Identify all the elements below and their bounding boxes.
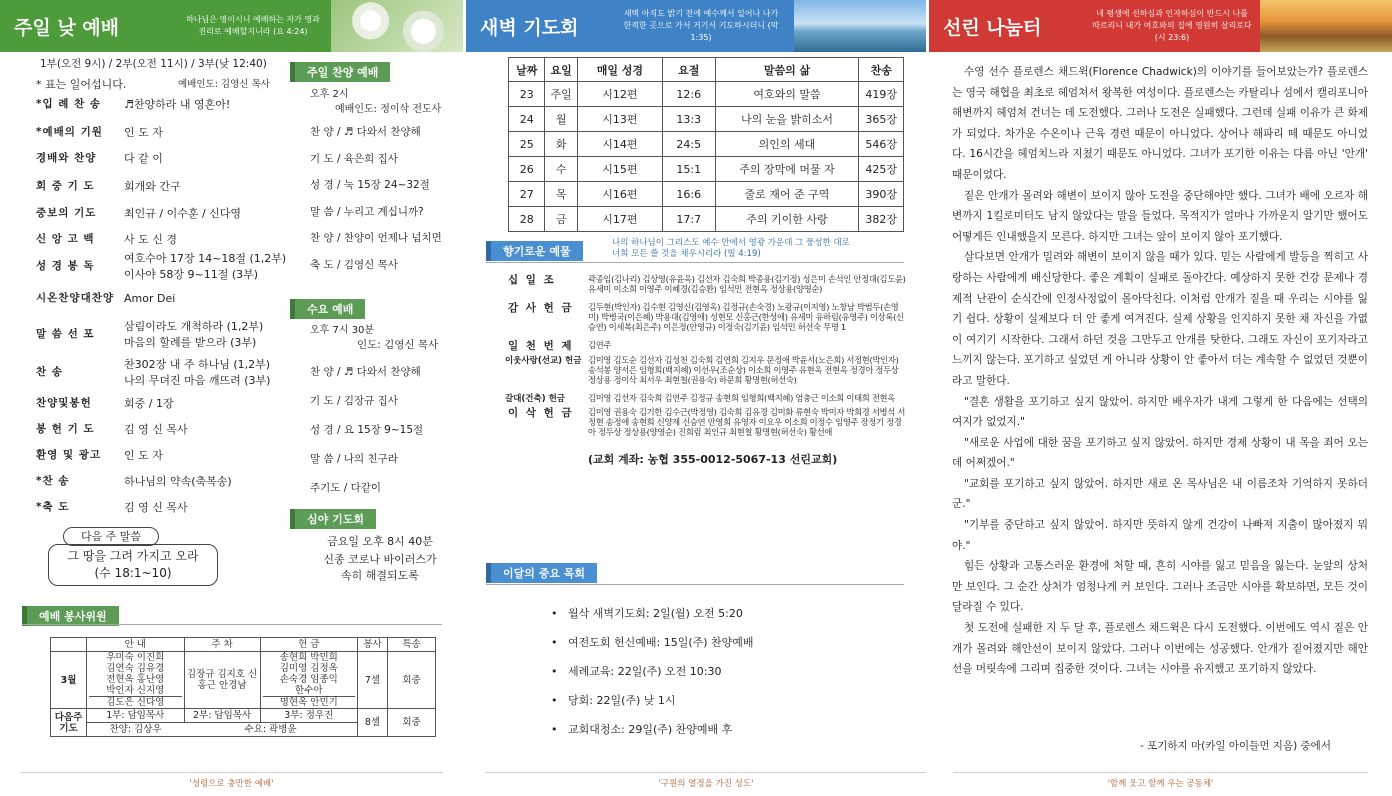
dawn-cell: 24 — [509, 107, 545, 132]
guide-cell — [87, 652, 185, 709]
sharing-banner-verse: 네 평생에 선하심과 인자하심이 반드시 나를 따르리니 내가 여호와의 집에 영원히 살리로다 (시 23:6) — [1092, 9, 1252, 42]
dawn-cell: 주의 장막에 머물 자 — [715, 157, 859, 182]
dawn-row — [509, 207, 904, 232]
order-value: Amor Dei — [124, 292, 176, 305]
article-paragraph: 짙은 안개가 몰려와 해변이 보이지 않아 도전을 중단해야만 했다. 그녀가 배에 오르자 해변까지 1킬로미터도 남지 않았다는 말을 들었다. 목적지가 얼마나 가까운지 알기만 했어도 어떻게든 인내했을지 모른다. 하지만 그녀는 앞이 보이지 않아 포기했다. — [952, 189, 1368, 243]
header-verse: 요절 — [662, 58, 715, 82]
dawn-cell: 24:5 — [662, 132, 715, 157]
dawn-cell: 546장 — [859, 132, 904, 157]
header-parking: 주 차 — [184, 638, 260, 652]
order-value: 삼림이라도 개척하라 (1,2부) — [124, 320, 264, 333]
dawn-row — [509, 82, 904, 107]
dawn-cell: 13:3 — [662, 107, 715, 132]
dawn-cell: 시16편 — [577, 182, 662, 207]
order-value: 여호수아 17장 14~18절 (1,2부) — [124, 252, 287, 265]
order-value: 다 같 이 — [124, 152, 163, 165]
dawn-cell: 419장 — [859, 82, 904, 107]
dawn-cell: 수 — [545, 157, 577, 182]
next-week-title: 그 땅을 그려 가지고 오라 — [67, 549, 199, 563]
special-cell: 회중 — [388, 652, 436, 709]
dawn-cell: 금 — [545, 207, 577, 232]
wednesday-time: 오후 7시 30분 — [310, 325, 375, 336]
order-value: 사 도 신 경 — [124, 233, 177, 246]
offering-names: 곽종임(김나리) 김상영(유윤옥) 김선자 김숙희 박종용(김기정) 성은미 손석인 안정대(김도윤) 유세미 이소희 이영주 이혜경(김승환) 임석민 전현옥 정상용(양영순) — [588, 274, 906, 295]
dawn-cell: 주의 기이한 사랑 — [715, 207, 859, 232]
order-value: 최인규 / 이수훈 / 신다영 — [124, 207, 242, 220]
article-paragraph: 살다보면 안개가 밀려와 해변이 보이지 않을 때가 있다. 믿는 사람에게 발등을 찍히고 사랑하는 사람에게 배신당한다. 좋은 계획이 실패로 돌아간다. 예상하지 못한 건강 문제나 경제적 난관이 순식간에 인정사정없이 몰아닥친다. 이처럼 안개가 짙을 때 우리는 시야를 잃기 쉽다. 상황이 실제보다 더 안 좋게 여겨진다. 실제 상황을 인지하지 못한 채 자신을 가엾이 여기기 시작한다. 그래서 하던 것을 그만두고 안개를 탓한다. 그래도 자신이 포기자라고 느끼지 않는다. 포기하고 싶었던 게 아니라 상황이 안 좋아서 더는 계속할 수 없었던 것뿐이라고 말한다. — [952, 251, 1368, 387]
order-value: 회개와 간구 — [124, 180, 181, 193]
praise-item: 찬 양 / ♬ 다와서 찬양해 — [310, 126, 421, 138]
monthly-notices-title: 이달의 중요 목회 — [486, 563, 597, 583]
dawn-cell: 23 — [509, 82, 545, 107]
sharing-banner — [929, 0, 1392, 52]
praise-item: 성 경 / 눅 15장 24~32절 — [310, 179, 430, 191]
service-volunteers-table — [50, 637, 436, 737]
dawn-row — [509, 132, 904, 157]
notice-bullet: • — [551, 723, 558, 736]
order-value: 회중 / 1장 — [124, 397, 174, 410]
service-times: 1부(오전 9시) / 2부(오전 11시) / 3부(낮 12:40) — [40, 58, 267, 70]
offering-names: 김미영 김선자 김숙희 김연주 김정규 송현희 임형희(백지혜) 엄충근 이소희 이태희 전현옥 — [588, 393, 895, 403]
article-paragraph: "결혼 생활을 포기하고 싶지 않았어. 하지만 배우자가 내게 그렇게 한 다음에는 선택의 여지가 없었지." — [952, 395, 1368, 429]
order-label: 환영 및 광고 — [36, 449, 102, 461]
order-label: 경배와 찬양 — [36, 152, 97, 164]
dawn-cell: 28 — [509, 207, 545, 232]
night-prayer-title: 심야 기도회 — [290, 509, 376, 529]
offering-line: 한수아 — [295, 685, 323, 696]
notice-bullet: • — [551, 694, 558, 707]
order-label: *찬 송 — [36, 475, 70, 487]
order-label: 시온찬양대찬양 — [36, 292, 115, 304]
wednesday-item: 기 도 / 김장규 집사 — [310, 395, 398, 407]
dawn-cell: 시13편 — [577, 107, 662, 132]
night-prayer-time: 금요일 오후 8시 40분 — [327, 535, 433, 548]
dawn-cell: 27 — [509, 182, 545, 207]
order-value: 인 도 자 — [124, 449, 163, 462]
dawn-cell: 16:6 — [662, 182, 715, 207]
order-value-2: 이사야 58장 9~11절 (3부) — [124, 268, 259, 281]
parking-cell: 김장규 김지호 신홍근 안경남 — [184, 652, 260, 709]
praise-time: 오후 2시 — [310, 89, 349, 100]
header-hymn: 찬송 — [859, 58, 904, 82]
offering-line: 손숙경 임종익 — [279, 674, 338, 685]
month-cell: 3월 — [51, 652, 87, 709]
night-prayer-purpose-2: 속히 해결되도록 — [341, 569, 419, 582]
dawn-cell: 425장 — [859, 157, 904, 182]
offering-verse: 나의 하나님이 그리스도 예수 안에서 영광 가운데 그 풍성한 대로 너희 모든 쓸 것을 채우시리라 (빌 4:19) — [612, 238, 850, 259]
offering-label: 감 사 헌 금 — [508, 302, 574, 314]
praise-leader: 예배인도: 정이삭 전도사 — [335, 104, 442, 115]
sharing-footer: '함께 웃고 함께 우는 공동체' — [953, 772, 1368, 789]
order-label: 봉 헌 기 도 — [36, 423, 95, 435]
dawn-banner — [466, 0, 926, 52]
order-value: 김 영 신 목사 — [124, 423, 188, 436]
order-value-2: 마음의 할례를 받으라 (3부) — [124, 336, 257, 349]
order-value: 인 도 자 — [124, 126, 163, 139]
offering-names: 김미영 김도순 김선자 김성천 김숙희 김연희 김지우 문정애 박윤서(노은희) 서정현(박인자) 송석봉 양서은 임형희(백지혜) 이선우(조순상) 이소희 이영주 유현옥 전현옥 정경아 정두상 정상용 정이삭 최서우 최현철(권용숙) 하문희 황명현(허선숙) — [588, 355, 899, 386]
praise-item: 말 씀 / 누리고 계십니까? — [310, 205, 424, 218]
next-prayer-2: 2부: 담임목사 — [184, 709, 260, 723]
church-account: (교회 계좌: 농협 355-0012-5067-13 선린교회) — [588, 453, 838, 466]
article-paragraph: 첫 도전에 실패한 지 두 달 후, 플로렌스 채드윅은 다시 도전했다. 이번에도 역시 짙은 안개가 몰려와 해안선이 보이지 않았다. 그러나 이번에는 성공했다. 안개가 짙어졌지만 해안선을 머릿속에 그리며 집중한 것이다. 그녀는 시야를 유지했고 포기하지 않았다. — [952, 622, 1368, 676]
notice-item: 세례교육: 22일(주) 오전 10:30 — [568, 665, 722, 678]
wednesday-service-title: 수요 예배 — [290, 299, 365, 319]
article-paragraph: "기부를 중단하고 싶지 않았어. 하지만 뜻하지 않게 건강이 나빠져 지출이 많아졌지 뭐야." — [952, 519, 1368, 552]
flower-image — [331, 0, 463, 52]
offering-names: 김연주 — [588, 340, 612, 350]
wednesday-item: 말 씀 / 나의 친구라 — [310, 453, 398, 465]
next-praise: 찬양: 김상우 — [87, 723, 185, 737]
order-label: *축 도 — [36, 501, 70, 513]
praise-item: 축 도 / 김영신 목사 — [310, 258, 398, 271]
dawn-prayer-table — [508, 57, 904, 232]
praise-service-title: 주일 찬양 예배 — [290, 62, 390, 82]
notice-item: 월삭 새벽기도회: 2일(월) 오전 5:20 — [568, 607, 743, 620]
wednesday-item: 주기도 / 다같이 — [310, 482, 382, 494]
field-image — [1260, 0, 1392, 52]
dawn-cell: 월 — [545, 107, 577, 132]
dawn-cell: 주일 — [545, 82, 577, 107]
notice-item: 교회대청소: 29일(주) 찬양예배 후 — [568, 723, 733, 736]
worship-leader: 예배인도: 김영신 목사 — [178, 79, 270, 90]
offering-line: 김미영 김정옥 — [279, 663, 338, 674]
order-value: 찬302장 내 주 하나님 (1,2부) — [124, 358, 271, 371]
sky-image — [794, 0, 926, 52]
dawn-row — [509, 107, 904, 132]
order-value: ♬찬양하라 내 영혼아! — [124, 98, 231, 111]
header-guide: 안 내 — [87, 638, 185, 652]
article-paragraph: 힘든 상황과 고통스러운 환경에 처할 때, 흔히 시야를 잃고 믿음을 잃는다. 눈앞의 상처만 보인다. 그 순간 상처가 엄청나게 커 보인다. 그러나 조금만 시야를 확보하면, 모든 것이 달라질 수 있다. — [952, 560, 1368, 614]
worship-banner — [0, 0, 463, 52]
order-label: *입 례 찬 송 — [36, 98, 102, 110]
standing-note: * 표는 일어섭니다. — [36, 78, 127, 91]
night-prayer-purpose-1: 신종 코로나 바이러스가 — [323, 553, 437, 566]
worship-banner-verse: 하나님은 영이시니 예배하는 자가 영과 진리로 예배할지니라 (요 4:24) — [186, 15, 320, 36]
worship-footer: '성령으로 충만한 예배' — [20, 772, 443, 789]
offering-names: 김미영 권용숙 김기한 김수근(박정영) 김숙희 김유경 김미화 류현숙 박미자 박희경 서병석 서정현 송정애 송현희 신양재 신승연 안영희 유영자 이요우 이소희 이정수 임영주 장정기 정경아 정두상 정상용(양영순) 진희림 최인규 최현철 황명현(허선숙) 황선애 — [588, 407, 906, 438]
dawn-row — [509, 182, 904, 207]
next-week-reference: (수 18:1~10) — [94, 566, 172, 580]
praise-item: 기 도 / 육은희 집사 — [310, 152, 398, 165]
dawn-cell: 나의 눈을 밝히소서 — [715, 107, 859, 132]
order-value: 하나님의 약속(축복송) — [124, 475, 232, 488]
offering-label: 갈대(건축) 헌금 — [505, 394, 565, 404]
order-label: 찬양및봉헌 — [36, 397, 92, 409]
next-wednesday: 수요: 곽병윤 — [184, 723, 357, 737]
article-paragraph: 수영 선수 플로렌스 채드윅(Florence Chadwick)의 이야기를 들어보았는가? 플로렌스는 영국 해협을 최초로 헤엄쳐서 왕복한 여성이다. 플로렌스는 카탈리나 섬에서 캘리포니아 해변까지 헤엄쳐 건너는 데 도전했다. 그러나 도전은 실패했다. 그런데 실패 이유가 큰 화제가 되었다. 차가운 수온이나 근육 경련 때문이 아니었다. 상어나 해파리 떼 때문도 아니었다. 16시간을 헤엄치느라 지쳤기 때문도 아니었다. 그녀가 포기한 이유는 다름 아닌 '안개' 때문이었다. — [952, 66, 1368, 181]
notice-bullet: • — [551, 665, 558, 678]
dawn-cell: 시14편 — [577, 132, 662, 157]
dawn-cell: 의인의 세대 — [715, 132, 859, 157]
volunteer-cell: 7셀 — [358, 652, 388, 709]
worship-banner-title: 주일 낮 예배 — [14, 16, 119, 39]
order-label: 말 씀 선 포 — [36, 328, 95, 340]
dawn-cell: 382장 — [859, 207, 904, 232]
dawn-cell: 시15편 — [577, 157, 662, 182]
header-day: 요일 — [545, 58, 577, 82]
offering-line: 명현옥 안민기 — [263, 696, 355, 708]
order-label: 성 경 봉 독 — [36, 260, 95, 272]
notice-item: 여전도회 헌신예배: 15일(주) 찬양예배 — [568, 636, 754, 649]
dawn-cell: 여호와의 말씀 — [715, 82, 859, 107]
order-label: 회 중 기 도 — [36, 180, 95, 192]
dawn-cell: 26 — [509, 157, 545, 182]
worship-panel — [0, 0, 463, 796]
notice-item: 당회: 22일(주) 낮 1시 — [568, 694, 676, 707]
order-label: *예배의 기원 — [36, 126, 103, 138]
notice-bullet: • — [551, 607, 558, 620]
article-paragraph: "새로운 사업에 대한 꿈을 포기하고 싶지 않았어. 하지만 경제 상황이 내 목을 죄어 오는데 어쩌겠어." — [952, 436, 1368, 470]
service-volunteers-title: 예배 봉사위원 — [22, 606, 119, 626]
order-value-2: 나의 무뎌진 마음 깨뜨려 (3부) — [124, 374, 271, 387]
offering-label: 이 삭 헌 금 — [508, 407, 574, 419]
dawn-cell: 시12편 — [577, 82, 662, 107]
order-label: 찬 송 — [36, 366, 63, 378]
dawn-cell: 12:6 — [662, 82, 715, 107]
dawn-cell: 365장 — [859, 107, 904, 132]
wednesday-item: 찬 양 / ♬ 다와서 찬양해 — [310, 366, 421, 378]
dawn-banner-verse: 새벽 아직도 밝기 전에 예수께서 일어나 나가 한적한 곳으로 가서 거기서 기도하시더니 (막 1:35) — [623, 9, 779, 42]
header-volunteer: 봉사 — [358, 638, 388, 652]
offering-label: 이웃사랑(선교) 헌금 — [505, 356, 582, 366]
next-special: 회중 — [388, 709, 436, 737]
offering-label: 일 천 번 제 — [508, 340, 574, 352]
article-paragraph: "교회를 포기하고 싶지 않았어. 하지만 새로 온 목사님은 내 이름조차 기억하지 못하더군." — [952, 477, 1368, 511]
sharing-banner-title: 선린 나눔터 — [943, 16, 1042, 39]
guide-line: 우미숙 이진희 — [106, 652, 165, 663]
dawn-cell: 줄로 재어 준 구역 — [715, 182, 859, 207]
guide-line: 김연숙 김유경 — [106, 663, 165, 674]
dawn-cell: 390장 — [859, 182, 904, 207]
offering-names: 김두현(박인자) 김수현 김영신(김영옥) 김정규(손숙경) 노광규(이지영) 노창남 박범두(손영미) 박병국(이은혜) 박용대(김영애) 성현모 신홍근(한성애) 유세미 유하림(유영주) 이상록(신승연) 이세복(최은주) 이은정(안영규) 이정숙(김기윤) 임석민 허선숙 무명 1 — [588, 302, 904, 333]
dawn-banner-title: 새벽 기도회 — [480, 16, 579, 39]
header-daily-bible: 매일 성경 — [577, 58, 662, 82]
dawn-cell: 시17편 — [577, 207, 662, 232]
offering-line: 송현희 박민희 — [279, 652, 338, 663]
dawn-footer: '구원의 열정을 가진 성도' — [486, 772, 926, 789]
dawn-cell: 목 — [545, 182, 577, 207]
offering-cell — [260, 652, 357, 709]
next-week-prayer-label: 다음주 기도 — [51, 709, 87, 737]
guide-line: 김도은 신다영 — [89, 696, 182, 708]
next-volunteer: 8셀 — [358, 709, 388, 737]
sharing-article — [952, 62, 1368, 680]
wednesday-item: 성 경 / 요 15장 9~15절 — [310, 424, 424, 436]
header-offering: 헌 금 — [260, 638, 357, 652]
next-prayer-3: 3부: 정우진 — [260, 709, 357, 723]
next-week-sermon — [48, 544, 218, 586]
wednesday-leader: 인도: 김영신 목사 — [357, 339, 439, 351]
article-source: - 포기하지 마(카일 아이들먼 지음) 중에서 — [1140, 740, 1331, 752]
header-word-of-life: 말씀의 삶 — [715, 58, 859, 82]
next-week-label: 다음 주 말씀 — [63, 527, 159, 546]
header-date: 날짜 — [509, 58, 545, 82]
notice-bullet: • — [551, 636, 558, 649]
offering-label: 십 일 조 — [508, 274, 556, 286]
order-value: 김 영 신 목사 — [124, 501, 188, 514]
guide-line: 박인자 신지영 — [106, 685, 165, 696]
offering-title: 향기로운 예물 — [486, 241, 583, 261]
order-label: 신 앙 고 백 — [36, 233, 95, 245]
header-special-song: 특송 — [388, 638, 436, 652]
guide-line: 전현옥 홍난영 — [106, 674, 165, 685]
next-prayer-1: 1부: 담임목사 — [87, 709, 185, 723]
dawn-row — [509, 157, 904, 182]
dawn-cell: 15:1 — [662, 157, 715, 182]
dawn-cell: 화 — [545, 132, 577, 157]
dawn-cell: 17:7 — [662, 207, 715, 232]
praise-item: 찬 양 / 찬양이 언제나 넘치면 — [310, 232, 442, 244]
dawn-cell: 25 — [509, 132, 545, 157]
order-label: 중보의 기도 — [36, 207, 97, 219]
